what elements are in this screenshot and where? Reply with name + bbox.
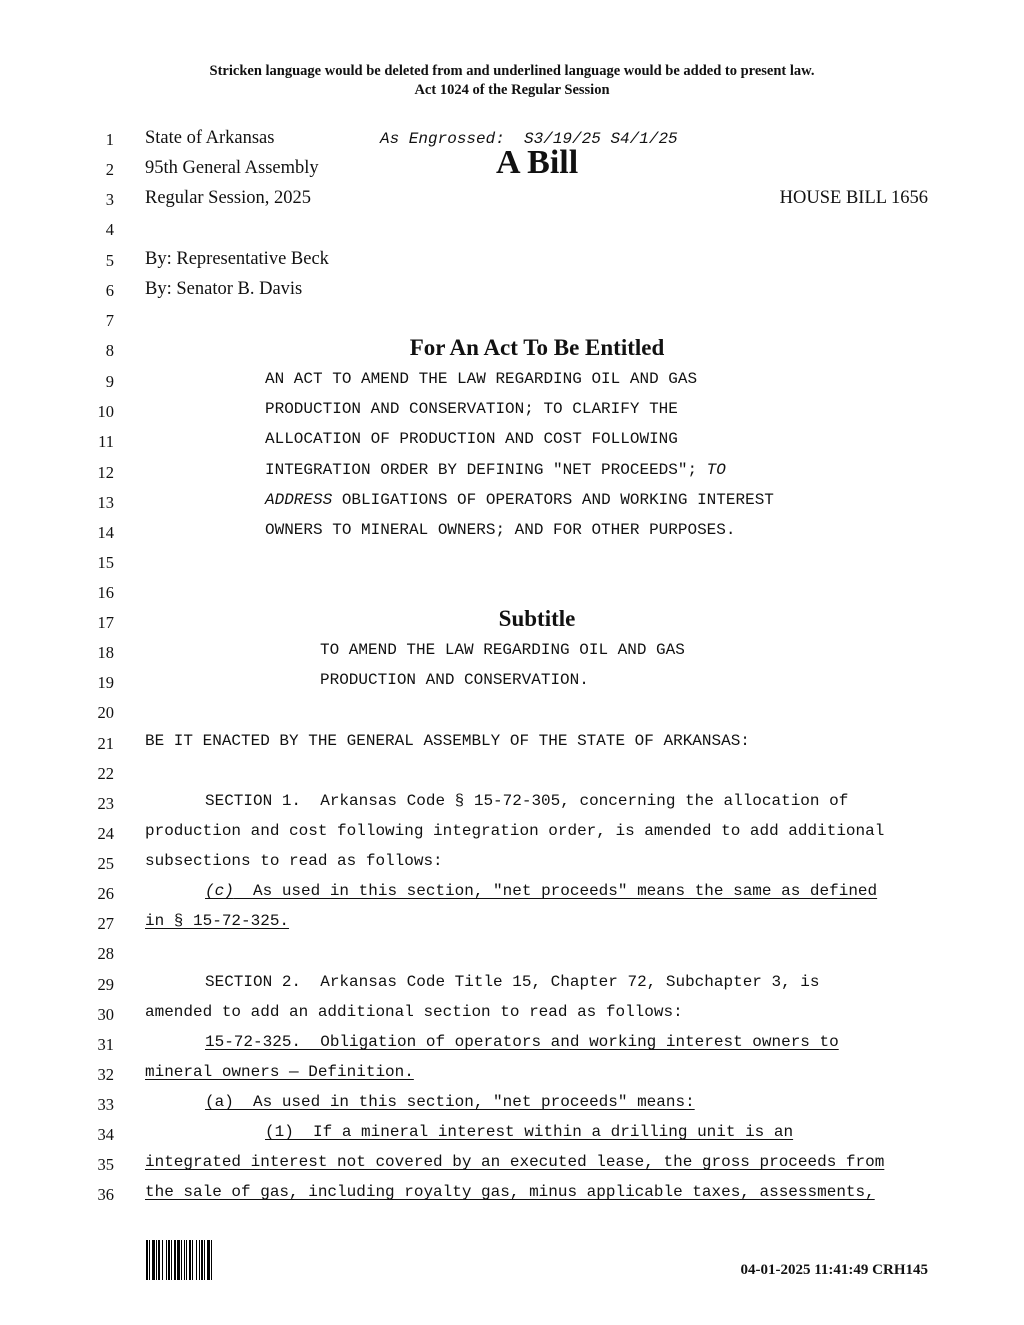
line-number: 28 (97, 944, 114, 963)
subsection-label: (c) (205, 882, 234, 900)
line-number: 4 (105, 220, 114, 239)
section-2-added-text: 15-72-325. Obligation of operators and working interest owners to (205, 1033, 839, 1051)
section-2-text: amended to add an additional section to read as follows: (145, 1003, 683, 1021)
act-title-line: AN ACT TO AMEND THE LAW REGARDING OIL AND GAS (265, 370, 698, 388)
general-assembly: 95th General Assembly (145, 158, 319, 178)
line-number: 2 (105, 160, 114, 179)
line-number: 12 (97, 463, 114, 482)
line-number: 19 (97, 673, 114, 692)
sponsor-senate: By: Senator B. Davis (145, 279, 303, 299)
line-number: 8 (105, 341, 114, 360)
section-1-text: subsections to read as follows: (145, 852, 443, 870)
line-number: 22 (97, 764, 114, 783)
line-number: 32 (97, 1065, 114, 1084)
subtitle-line: TO AMEND THE LAW REGARDING OIL AND GAS (320, 641, 685, 659)
line-number: 5 (105, 251, 114, 270)
line-number: 33 (97, 1095, 114, 1114)
footer-stamp: 04-01-2025 11:41:49 CRH145 (740, 1262, 928, 1278)
section-1-added-text (205, 882, 877, 900)
section-1-text: SECTION 1. Arkansas Code § 15-72-305, concerning the allocation of (205, 792, 849, 810)
barcode-bar (212, 1240, 214, 1280)
line-number: 30 (97, 1005, 114, 1024)
act-title-text: OBLIGATIONS OF OPERATORS AND WORKING INTEREST (332, 491, 774, 509)
line-number: 3 (105, 190, 114, 209)
line-number: 31 (97, 1035, 114, 1054)
line-number: 1 (105, 130, 114, 149)
engrossed-dates: As Engrossed: S3/19/25 S4/1/25 (380, 130, 678, 148)
act-title-text: INTEGRATION ORDER BY DEFINING "NET PROCEEDS"; (265, 461, 707, 479)
line-number: 23 (97, 794, 114, 813)
session: Regular Session, 2025 (145, 188, 311, 208)
line-number: 17 (97, 613, 114, 632)
section-2-added-text: the sale of gas, including royalty gas, minus applicable taxes, assessments, (145, 1183, 875, 1201)
line-number: 26 (97, 884, 114, 903)
line-number: 7 (105, 311, 114, 330)
line-number: 25 (97, 854, 114, 873)
subtitle-line: PRODUCTION AND CONSERVATION. (320, 671, 589, 689)
line-number: 20 (97, 703, 114, 722)
act-title-line (265, 491, 774, 509)
amendment-notice (0, 62, 1024, 100)
section-2-added-text: (1) If a mineral interest within a drilling unit is an (265, 1123, 794, 1141)
line-number: 29 (97, 975, 114, 994)
section-2-added-text: mineral owners — Definition. (145, 1063, 414, 1081)
bill-number: HOUSE BILL 1656 (779, 188, 928, 208)
line-number: 16 (97, 583, 114, 602)
line-number: 36 (97, 1185, 114, 1204)
act-title-inserted-text: ADDRESS (265, 491, 333, 509)
line-number: 24 (97, 824, 114, 843)
line-number: 34 (97, 1125, 114, 1144)
line-number: 6 (105, 281, 114, 300)
line-number: 15 (97, 553, 114, 572)
section-2-added-text: (a) As used in this section, "net proceeds" means: (205, 1093, 695, 1111)
line-number: 11 (98, 432, 114, 451)
line-number: 35 (97, 1155, 114, 1174)
line-number: 10 (97, 402, 114, 421)
notice-line-2: Act 1024 of the Regular Session (414, 82, 610, 98)
sponsor-house: By: Representative Beck (145, 249, 329, 269)
enacting-clause: BE IT ENACTED BY THE GENERAL ASSEMBLY OF THE STATE OF ARKANSAS: (145, 732, 750, 750)
section-1-added-text: in § 15-72-325. (145, 912, 290, 930)
act-title-line: PRODUCTION AND CONSERVATION; TO CLARIFY THE (265, 400, 678, 418)
line-number: 27 (97, 914, 114, 933)
line-number: 13 (97, 493, 114, 512)
line-number: 21 (97, 734, 114, 753)
act-title-line (265, 461, 726, 479)
document-type: A Bill (496, 144, 579, 181)
state-name: State of Arkansas (145, 128, 275, 148)
barcode (146, 1240, 274, 1280)
subtitle-heading: Subtitle (498, 606, 576, 631)
section-2-text: SECTION 2. Arkansas Code Title 15, Chapter 72, Subchapter 3, is (205, 973, 820, 991)
act-title-inserted-text: TO (706, 461, 726, 479)
section-2-added-text: integrated interest not covered by an executed lease, the gross proceeds from (145, 1153, 885, 1171)
section-1-text: production and cost following integration order, is amended to add additional (145, 822, 885, 840)
added-text: As used in this section, "net proceeds" means the same as defined (233, 882, 878, 900)
entitled-heading: For An Act To Be Entitled (409, 335, 665, 360)
line-number: 9 (105, 372, 114, 391)
act-title-line: ALLOCATION OF PRODUCTION AND COST FOLLOWING (265, 430, 678, 448)
line-number: 18 (97, 643, 114, 662)
act-title-line: OWNERS TO MINERAL OWNERS; AND FOR OTHER PURPOSES. (265, 521, 736, 539)
notice-line-1: Stricken language would be deleted from and underlined language would be added to present law. (209, 63, 815, 79)
line-number: 14 (97, 523, 114, 542)
